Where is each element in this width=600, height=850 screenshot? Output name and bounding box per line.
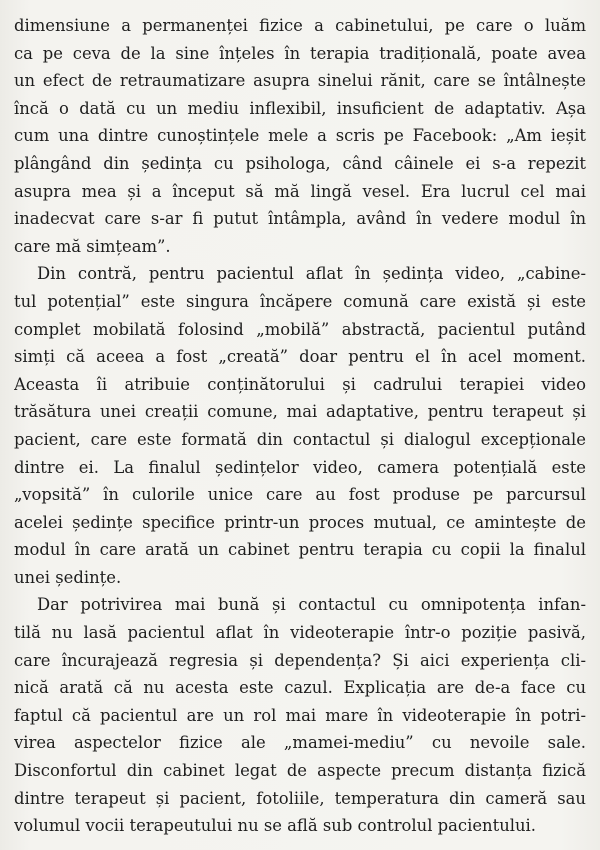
text-line: tul potențial” este singura încăpere comună care există și este (14, 291, 586, 311)
text-line: plângând din ședința cu psihologa, când câinele ei s-a repezit (14, 153, 586, 173)
text-line: cum una dintre cunoștințele mele a scris pe Facebook: „Am ieșit (14, 126, 586, 146)
text-line: dintre terapeut și pacient, fotoliile, temperatura din cameră sau (14, 788, 586, 808)
text-line: virea aspectelor fizice ale „mamei-mediu” cu nevoile sale. (14, 733, 586, 753)
text-line: modul în care arată un cabinet pentru terapia cu copii la finalul (14, 540, 586, 560)
text-line: dintre ei. La finalul ședințelor video, camera potențială este (14, 457, 586, 477)
text-line: încă o dată cu un mediu inflexibil, insuficient de adaptativ. Așa (14, 98, 586, 118)
text-line: care încurajează regresia și dependența? Și aici experiența cli- (14, 650, 586, 670)
text-line: Disconfortul din cabinet legat de aspecte precum distanța fizică (14, 761, 586, 781)
text-line: ca pe ceva de la sine înțeles în terapia tradițională, poate avea (14, 43, 586, 63)
body-text (14, 12, 586, 840)
text-line: complet mobilată folosind „mobilă” abstractă, pacientul putând (14, 319, 586, 339)
text-line: dimensiune a permanenței fizice a cabinetului, pe care o luăm (14, 16, 586, 35)
text-line: acelei ședințe specifice printr-un proces mutual, ce amintește de (14, 512, 586, 532)
text-line: unei ședințe. (14, 567, 122, 587)
text-line: Dar potrivirea mai bună și contactul cu omnipotența infan- (37, 595, 586, 615)
text-line: „vopsită” în culorile unice care au fost produse pe parcursul (14, 485, 586, 505)
text-line: volumul vocii terapeutului nu se află sub controlul pacientului. (14, 816, 536, 836)
text-line: tilă nu lasă pacientul aflat în videoterapie într-o poziție pasivă, (14, 623, 586, 643)
text-line: un efect de retraumatizare asupra sinelui rănit, care se întâlnește (14, 71, 586, 91)
paragraph (14, 260, 586, 591)
paragraph (14, 591, 586, 839)
text-line: asupra mea și a început să mă lingă vesel. Era lucrul cel mai (14, 181, 586, 201)
text-line: pacient, care este formată din contactul și dialogul excepționale (14, 429, 586, 449)
text-line: faptul că pacientul are un rol mai mare în videoterapie în potri- (14, 705, 586, 725)
text-line: nică arată că nu acesta este cazul. Explicația are de-a face cu (14, 678, 586, 698)
text-line: inadecvat care s-ar fi putut întâmpla, având în vedere modul în (14, 209, 586, 229)
text-line: Din contră, pentru pacientul aflat în ședința video, „cabine- (37, 264, 586, 284)
text-line: care mă simțeam”. (14, 236, 171, 256)
text-line: simți că aceea a fost „creată” doar pentru el în acel moment. (14, 347, 586, 367)
paragraph (14, 12, 586, 260)
text-line: trăsătura unei creații comune, mai adaptative, pentru terapeut și (14, 402, 586, 422)
text-line: Aceasta îi atribuie conținătorului și cadrului terapiei video (14, 374, 586, 394)
